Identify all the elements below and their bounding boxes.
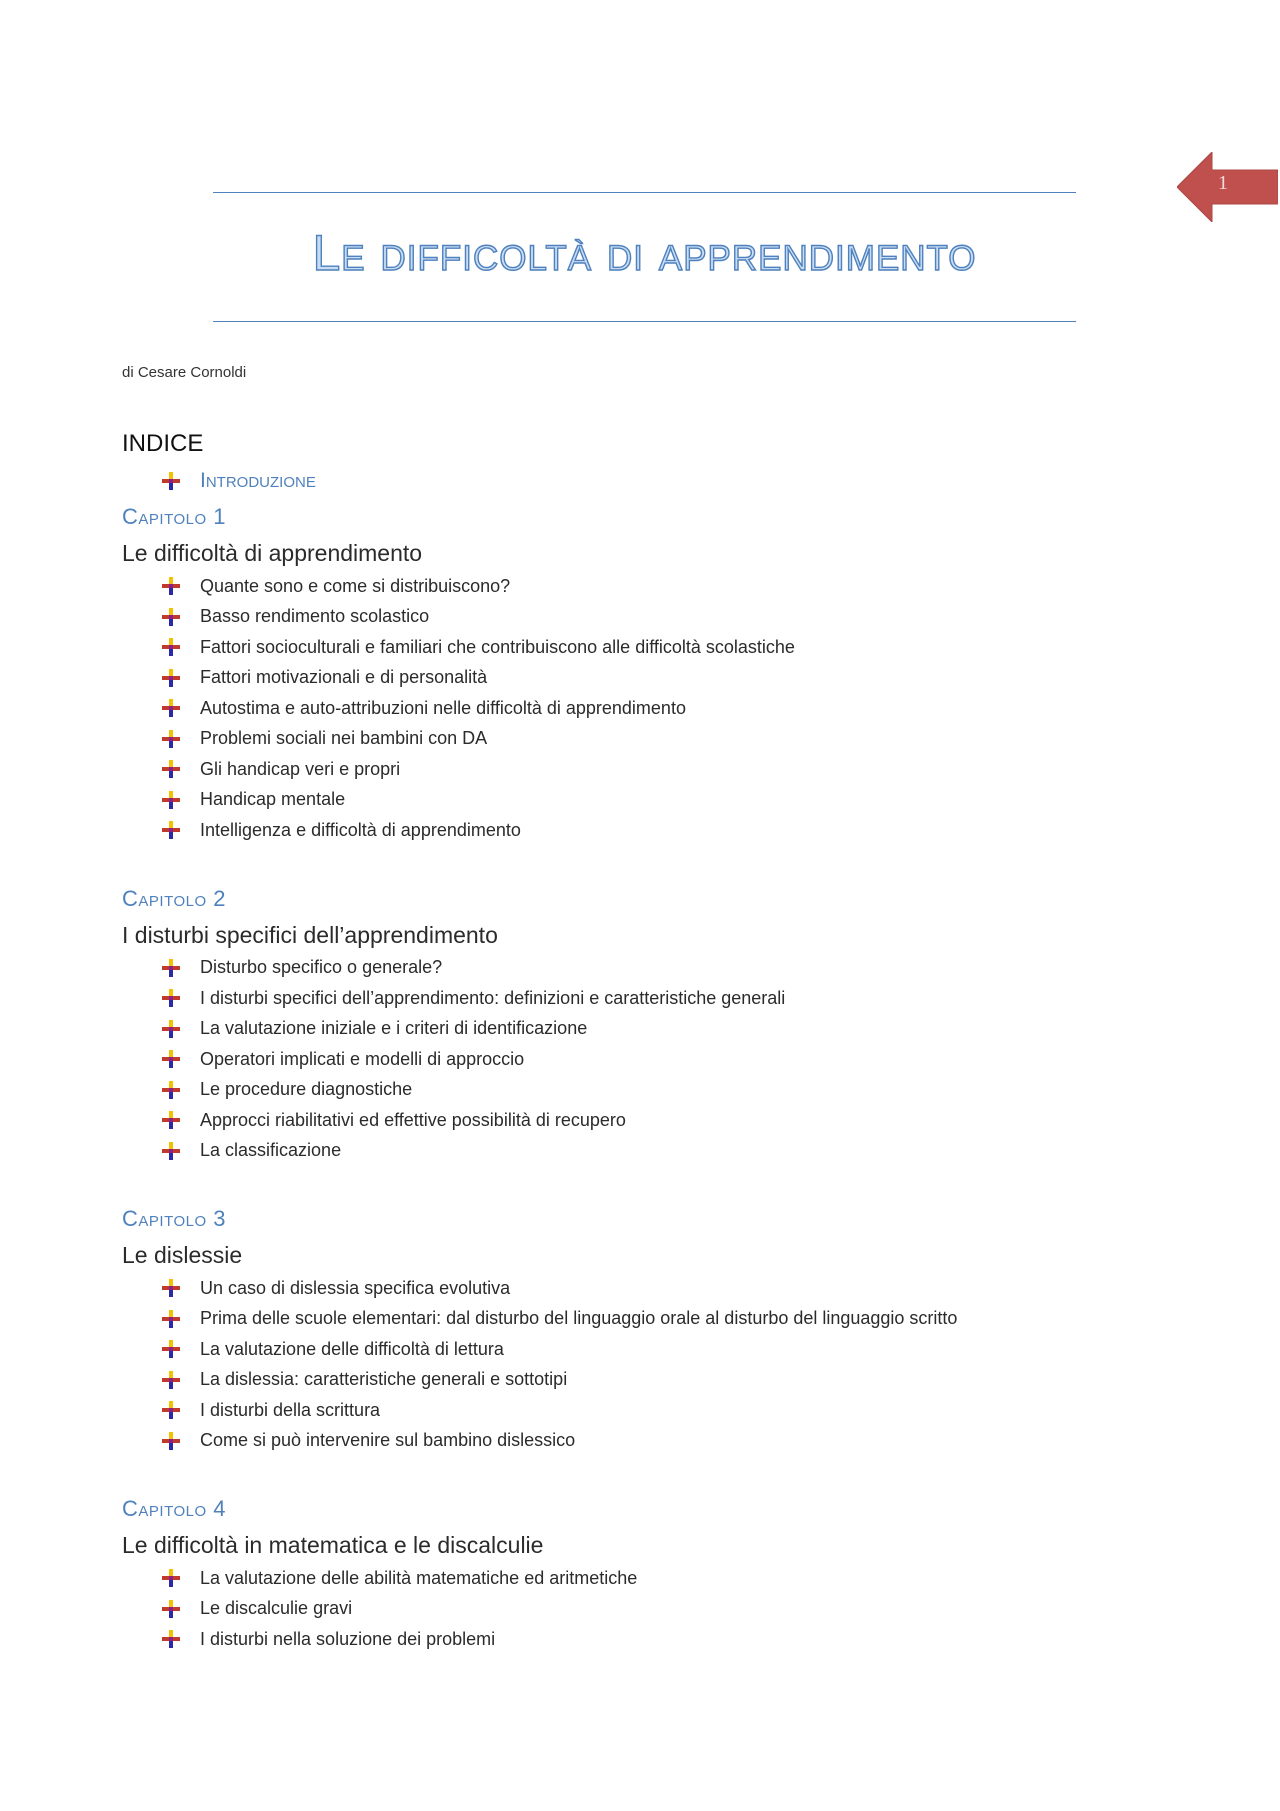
toc-item-label: Le discalculie gravi	[200, 1598, 353, 1619]
toc-item-label: Le procedure diagnostiche	[200, 1079, 413, 1100]
toc-item-label: Problemi sociali nei bambini con DA	[200, 728, 488, 749]
plus-bullet-icon	[162, 1142, 180, 1160]
toc-item-label: Fattori motivazionali e di personalità	[200, 667, 488, 688]
toc-item-label: I disturbi nella soluzione dei problemi	[200, 1628, 496, 1649]
plus-bullet-icon	[162, 472, 180, 490]
toc-item-label: Come si può intervenire sul bambino dislessico	[200, 1430, 576, 1451]
chapter-label[interactable]: Capitolo 3	[122, 1206, 226, 1231]
toc-item-label: I disturbi specifici dell’apprendimento: definizioni e caratteristiche generali	[200, 987, 786, 1008]
plus-bullet-icon	[162, 791, 180, 809]
toc-item-label: Gli handicap veri e propri	[200, 758, 401, 779]
toc-item-label: Intelligenza e difficoltà di apprendimento	[200, 819, 521, 840]
toc-item-label: La valutazione delle abilità matematiche ed aritmetiche	[200, 1567, 638, 1588]
plus-bullet-icon	[162, 699, 180, 717]
toc-item-label: Quante sono e come si distribuiscono?	[200, 575, 511, 596]
plus-bullet-icon	[162, 1432, 180, 1450]
toc-item[interactable]	[162, 754, 1122, 785]
toc-item-label: Prima delle scuole elementari: dal disturbo del linguaggio orale al disturbo del linguaggio scritto	[200, 1308, 958, 1329]
toc-item[interactable]	[162, 724, 1122, 755]
plus-bullet-icon	[162, 1600, 180, 1618]
toc-item[interactable]	[162, 953, 1122, 984]
plus-bullet-icon	[162, 1630, 180, 1648]
plus-bullet-icon	[162, 1111, 180, 1129]
chapter-section	[122, 1491, 1122, 1655]
toc-item[interactable]	[162, 571, 1122, 602]
toc-item[interactable]	[162, 1365, 1122, 1396]
chapter-section	[122, 499, 1122, 846]
plus-bullet-icon	[162, 1569, 180, 1587]
toc-item[interactable]	[162, 693, 1122, 724]
plus-bullet-icon	[162, 1371, 180, 1389]
plus-bullet-icon	[162, 577, 180, 595]
toc-item-label: La valutazione iniziale e i criteri di identificazione	[200, 1018, 588, 1039]
chapter-item-list	[122, 953, 1122, 1167]
toc-item[interactable]	[162, 815, 1122, 846]
chapter-item-list	[122, 1273, 1122, 1456]
toc-item[interactable]	[162, 785, 1122, 816]
chapter-section	[122, 881, 1122, 1167]
toc-item-label: Un caso di dislessia specifica evolutiva	[200, 1277, 511, 1298]
toc-item-label: Autostima e auto-attribuzioni nelle difficoltà di apprendimento	[200, 697, 686, 718]
plus-bullet-icon	[162, 760, 180, 778]
toc-item-label: Handicap mentale	[200, 789, 346, 810]
chapter-section	[122, 1201, 1122, 1456]
table-of-contents	[122, 425, 1122, 1655]
plus-bullet-icon	[162, 1020, 180, 1038]
toc-heading: INDICE	[122, 430, 204, 457]
chapter-title[interactable]: I disturbi specifici dell’apprendimento	[122, 921, 498, 948]
toc-item-label: Operatori implicati e modelli di approccio	[200, 1048, 525, 1069]
toc-item-label: Approcci riabilitativi ed effettive possibilità di recupero	[200, 1109, 626, 1130]
author-line: di Cesare Cornoldi	[122, 364, 247, 381]
toc-item[interactable]	[162, 663, 1122, 694]
plus-bullet-icon	[162, 989, 180, 1007]
toc-item[interactable]	[162, 1075, 1122, 1106]
toc-item[interactable]	[162, 602, 1122, 633]
plus-bullet-icon	[162, 669, 180, 687]
toc-item-label: Fattori socioculturali e familiari che contribuiscono alle difficoltà scolastiche	[200, 636, 795, 657]
toc-item-label: Disturbo specifico o generale?	[200, 957, 443, 978]
page-number: 1	[1218, 172, 1228, 194]
plus-bullet-icon	[162, 1050, 180, 1068]
toc-item-label: La dislessia: caratteristiche generali e sottotipi	[200, 1369, 568, 1390]
toc-item[interactable]	[162, 983, 1122, 1014]
toc-item-label: Basso rendimento scolastico	[200, 606, 430, 627]
chapter-title[interactable]: Le dislessie	[122, 1242, 243, 1268]
chapter-item-list	[122, 571, 1122, 846]
chapter-label[interactable]: Capitolo 1	[122, 504, 226, 529]
title-rule-bottom	[213, 321, 1076, 322]
toc-item-label: I disturbi della scrittura	[200, 1399, 381, 1420]
plus-bullet-icon	[162, 638, 180, 656]
chapter-title[interactable]: Le difficoltà di apprendimento	[122, 540, 423, 566]
plus-bullet-icon	[162, 1081, 180, 1099]
toc-item[interactable]	[162, 1044, 1122, 1075]
plus-bullet-icon	[162, 1401, 180, 1419]
plus-bullet-icon	[162, 608, 180, 626]
plus-bullet-icon	[162, 959, 180, 977]
toc-item[interactable]	[162, 1304, 1122, 1335]
chapter-label[interactable]: Capitolo 4	[122, 1496, 226, 1521]
toc-item[interactable]	[162, 1105, 1122, 1136]
intro-list	[122, 463, 1122, 499]
title-rule-top	[213, 192, 1076, 193]
toc-item[interactable]	[162, 1563, 1122, 1594]
toc-item[interactable]	[162, 1395, 1122, 1426]
chapters-container	[122, 499, 1122, 1655]
chapter-title[interactable]: Le difficoltà in matematica e le discalculie	[122, 1532, 544, 1558]
toc-item-label: Introduzione	[200, 469, 316, 492]
plus-bullet-icon	[162, 1310, 180, 1328]
plus-bullet-icon	[162, 821, 180, 839]
toc-item[interactable]	[162, 1624, 1122, 1655]
toc-item-introduction[interactable]	[162, 463, 1122, 499]
plus-bullet-icon	[162, 730, 180, 748]
toc-item[interactable]	[162, 1594, 1122, 1625]
toc-item[interactable]	[162, 632, 1122, 663]
chapter-label[interactable]: Capitolo 2	[122, 885, 226, 911]
document-title: Le difficoltà di apprendimento	[312, 225, 977, 281]
toc-item[interactable]	[162, 1014, 1122, 1045]
toc-item[interactable]	[162, 1273, 1122, 1304]
chapter-item-list	[122, 1563, 1122, 1655]
toc-item[interactable]	[162, 1136, 1122, 1167]
toc-item-label: La valutazione delle difficoltà di lettura	[200, 1338, 504, 1359]
plus-bullet-icon	[162, 1340, 180, 1358]
toc-item-label: La classificazione	[200, 1140, 342, 1161]
toc-item[interactable]	[162, 1426, 1122, 1457]
plus-bullet-icon	[162, 1279, 180, 1297]
toc-item[interactable]	[162, 1334, 1122, 1365]
